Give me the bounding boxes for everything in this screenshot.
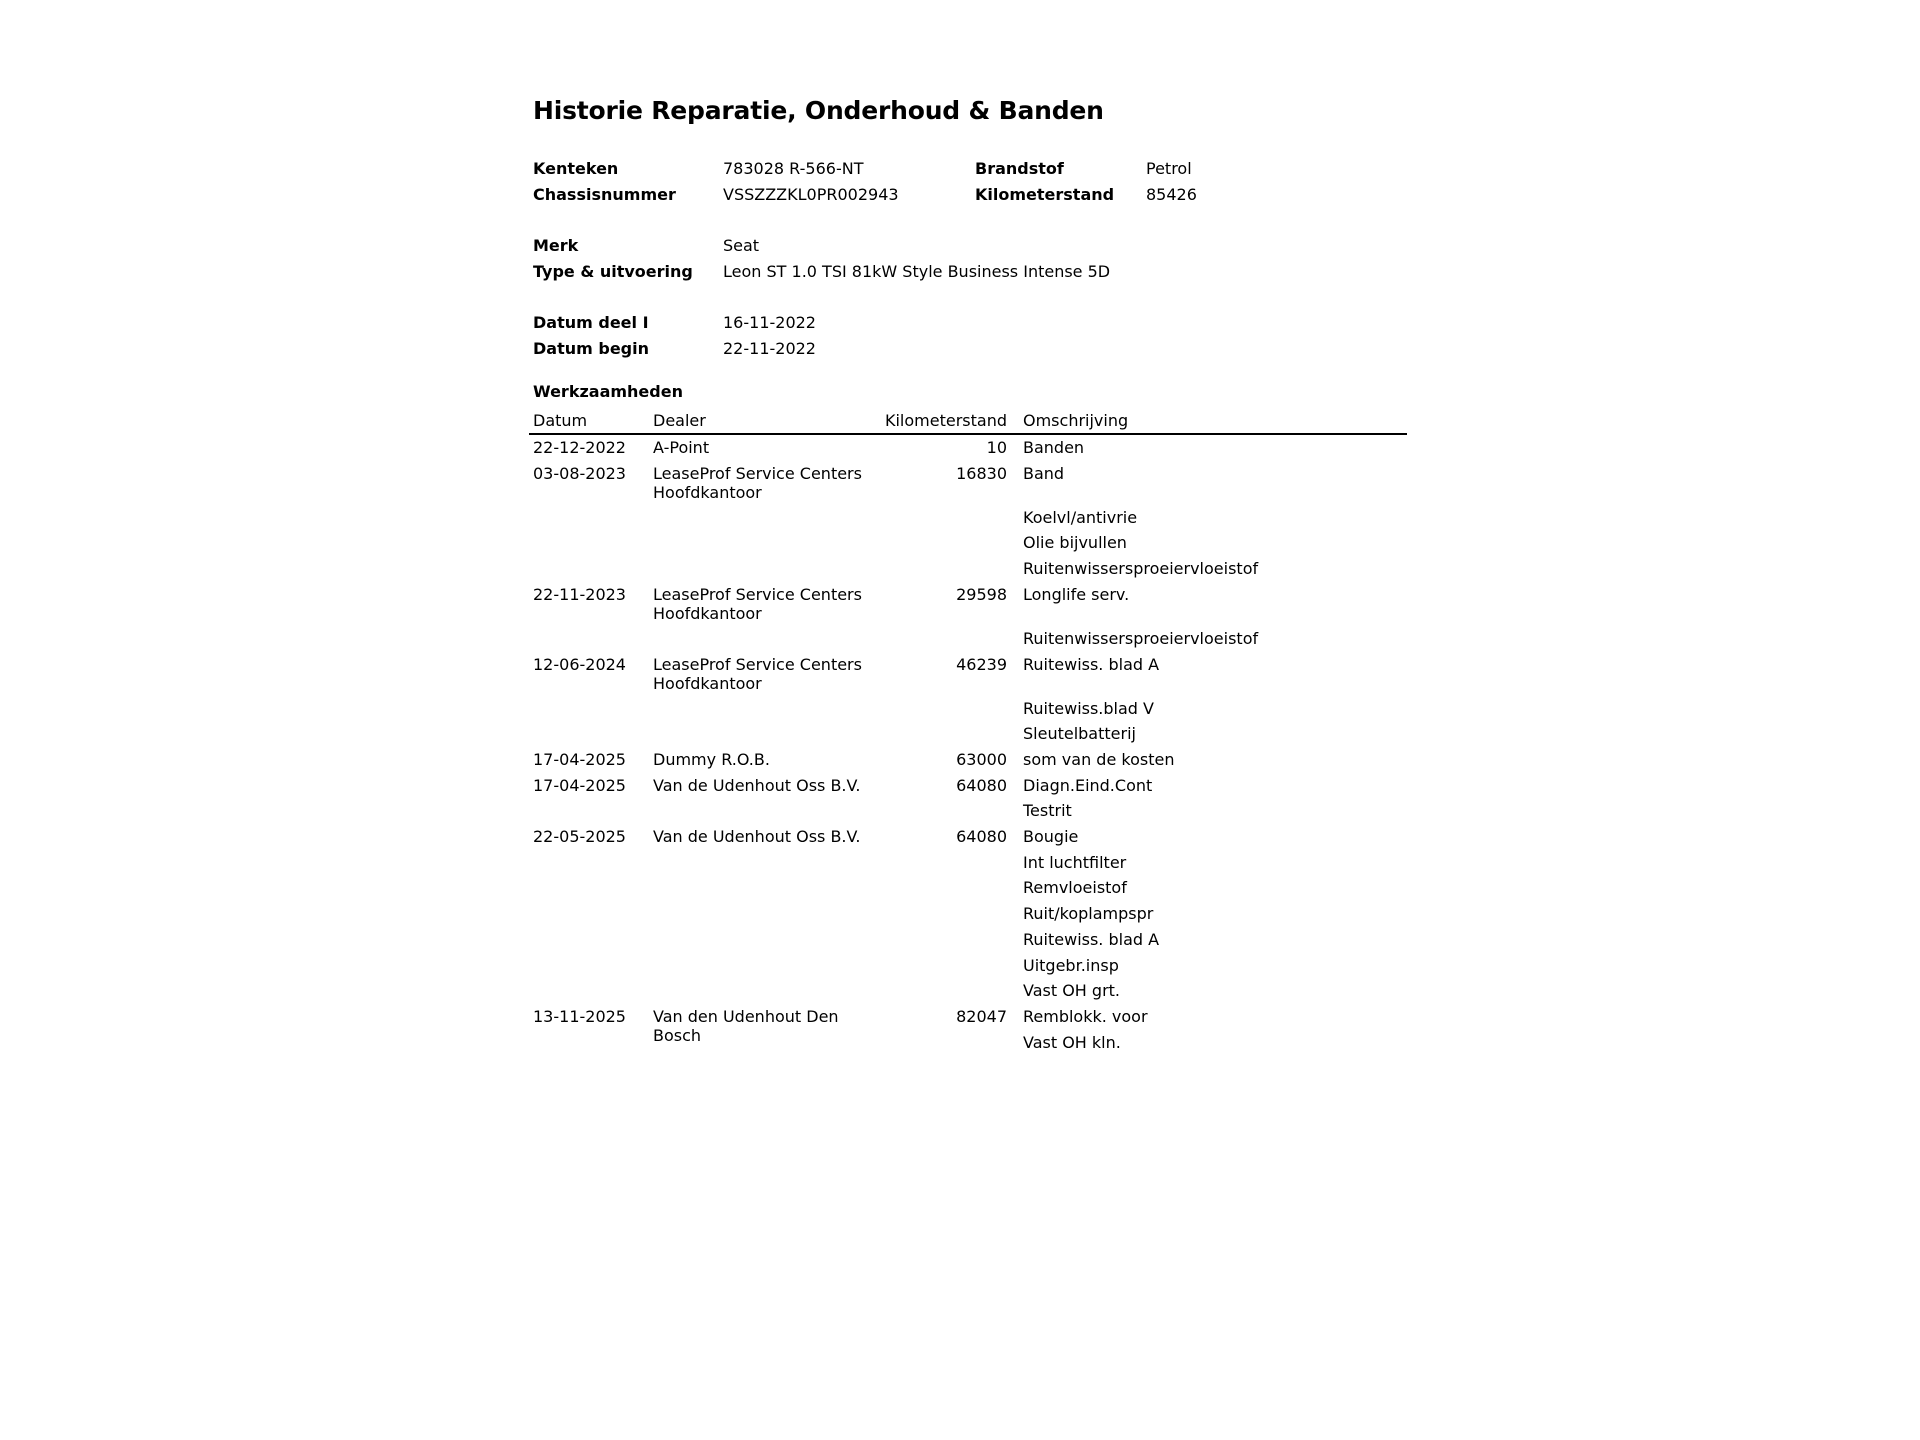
datum-begin-label: Datum begin (533, 339, 649, 358)
row-omschrijving-item: Ruitenwissersproeiervloeistof (1023, 628, 1259, 648)
row-datum: 17-04-2025 (533, 775, 626, 795)
row-omschrijving-item: Testrit (1023, 801, 1072, 821)
info-row-chassis (533, 182, 1413, 208)
row-dealer: Van den Udenhout Den Bosch (653, 1006, 839, 1045)
kenteken-value: 783028 R-566-NT (723, 159, 864, 178)
row-datum: 03-08-2023 (533, 463, 626, 483)
type-label: Type & uitvoering (533, 262, 693, 281)
row-omschrijving-item: Koelvl/antivrie (1023, 507, 1138, 527)
row-datum: 13-11-2025 (533, 1006, 626, 1026)
table-row (533, 435, 1407, 461)
row-omschrijving-item: Remvloeistof (1023, 878, 1127, 898)
row-omschrijving-item: Ruitenwissersproeiervloeistof (1023, 559, 1259, 579)
merk-label: Merk (533, 236, 579, 255)
row-omschrijving-list (1007, 824, 1159, 1004)
row-omschrijving-item: Ruitewiss. blad A (1023, 929, 1160, 949)
row-dealer: Van de Udenhout Oss B.V. (653, 775, 861, 795)
col-header-kilometerstand: Kilometerstand (884, 411, 1007, 430)
row-datum: 22-05-2025 (533, 827, 626, 847)
info-row-merk (533, 233, 1413, 259)
row-dealer: LeaseProf Service Centers Hoofdkantoor (653, 654, 862, 693)
row-omschrijving-item: Ruitewiss.blad V (1023, 698, 1154, 718)
datum-deel-value: 16-11-2022 (723, 313, 816, 332)
row-datum: 12-06-2024 (533, 654, 626, 674)
row-omschrijving-list (1007, 652, 1159, 747)
row-datum: 22-12-2022 (533, 438, 626, 457)
row-dealer: LeaseProf Service Centers Hoofdkantoor (653, 584, 862, 623)
vehicle-id-block (533, 156, 1413, 208)
row-omschrijving-list (1007, 747, 1174, 773)
row-omschrijving-item: Ruit/koplampspr (1023, 904, 1154, 924)
row-omschrijving-item: Vast OH grt. (1023, 981, 1121, 1001)
table-row (533, 824, 1407, 1004)
table-row (533, 461, 1407, 582)
row-omschrijving-item: Band (1023, 463, 1065, 483)
werkzaamheden-heading: Werkzaamheden (533, 382, 683, 401)
row-kilometerstand: 29598 (956, 584, 1007, 604)
row-omschrijving-item: Longlife serv. (1023, 584, 1130, 604)
brandstof-label: Brandstof (975, 159, 1064, 178)
document-page (533, 96, 1413, 1055)
col-header-omschrijving: Omschrijving (1023, 411, 1129, 430)
table-row (533, 1004, 1407, 1055)
row-omschrijving-item: Bougie (1023, 827, 1079, 847)
row-omschrijving-item: Olie bijvullen (1023, 533, 1127, 553)
chassis-value: VSSZZZKL0PR002943 (723, 185, 899, 204)
table-row (533, 773, 1407, 824)
info-row-type (533, 259, 1413, 285)
info-row-datum-begin (533, 336, 1413, 362)
row-omschrijving-item: Uitgebr.insp (1023, 955, 1119, 975)
type-value: Leon ST 1.0 TSI 81kW Style Business Intense 5D (723, 262, 1111, 281)
row-omschrijving-item: Ruitewiss. blad A (1023, 654, 1160, 674)
work-table-header (529, 409, 1407, 435)
datum-begin-value: 22-11-2022 (723, 339, 816, 358)
row-omschrijving-item: Int luchtfilter (1023, 852, 1127, 872)
work-table-body (533, 435, 1407, 1055)
row-kilometerstand: 63000 (956, 750, 1007, 770)
row-kilometerstand: 10 (986, 438, 1007, 457)
page-title: Historie Reparatie, Onderhoud & Banden (533, 96, 1104, 125)
row-kilometerstand: 64080 (956, 775, 1007, 795)
row-omschrijving-item: som van de kosten (1023, 750, 1175, 770)
table-row (533, 652, 1407, 747)
row-omschrijving-item: Diagn.Eind.Cont (1023, 775, 1153, 795)
kenteken-label: Kenteken (533, 159, 619, 178)
table-row (533, 747, 1407, 773)
row-omschrijving-item: Sleutelbatterij (1023, 724, 1136, 744)
kilometerstand-value: 85426 (1146, 185, 1197, 204)
info-row-datum-deel (533, 310, 1413, 336)
row-datum: 17-04-2025 (533, 750, 626, 770)
row-dealer: Dummy R.O.B. (653, 750, 770, 770)
row-kilometerstand: 82047 (956, 1006, 1007, 1026)
row-dealer: A-Point (653, 438, 710, 457)
row-omschrijving-list (1007, 435, 1084, 461)
datum-deel-label: Datum deel I (533, 313, 649, 332)
row-dealer: LeaseProf Service Centers Hoofdkantoor (653, 463, 862, 502)
kilometerstand-label: Kilometerstand (975, 185, 1115, 204)
row-kilometerstand: 46239 (956, 654, 1007, 674)
row-omschrijving-list (1007, 1004, 1148, 1055)
brandstof-value: Petrol (1146, 159, 1192, 178)
work-table (533, 409, 1407, 1055)
row-omschrijving-item: Vast OH kln. (1023, 1032, 1121, 1052)
col-header-datum: Datum (533, 411, 588, 430)
merk-value: Seat (723, 236, 760, 255)
row-omschrijving-list (1007, 773, 1152, 824)
row-kilometerstand: 16830 (956, 463, 1007, 483)
row-datum: 22-11-2023 (533, 584, 626, 604)
vehicle-dates-block (533, 310, 1413, 362)
info-row-kenteken (533, 156, 1413, 182)
col-header-dealer: Dealer (653, 411, 706, 430)
chassis-label: Chassisnummer (533, 185, 676, 204)
row-omschrijving-item: Banden (1023, 438, 1085, 457)
row-omschrijving-list (1007, 461, 1258, 582)
row-kilometerstand: 64080 (956, 827, 1007, 847)
vehicle-model-block (533, 233, 1413, 285)
table-row (533, 582, 1407, 652)
row-dealer: Van de Udenhout Oss B.V. (653, 827, 861, 847)
row-omschrijving-list (1007, 582, 1258, 652)
row-omschrijving-item: Remblokk. voor (1023, 1006, 1148, 1026)
